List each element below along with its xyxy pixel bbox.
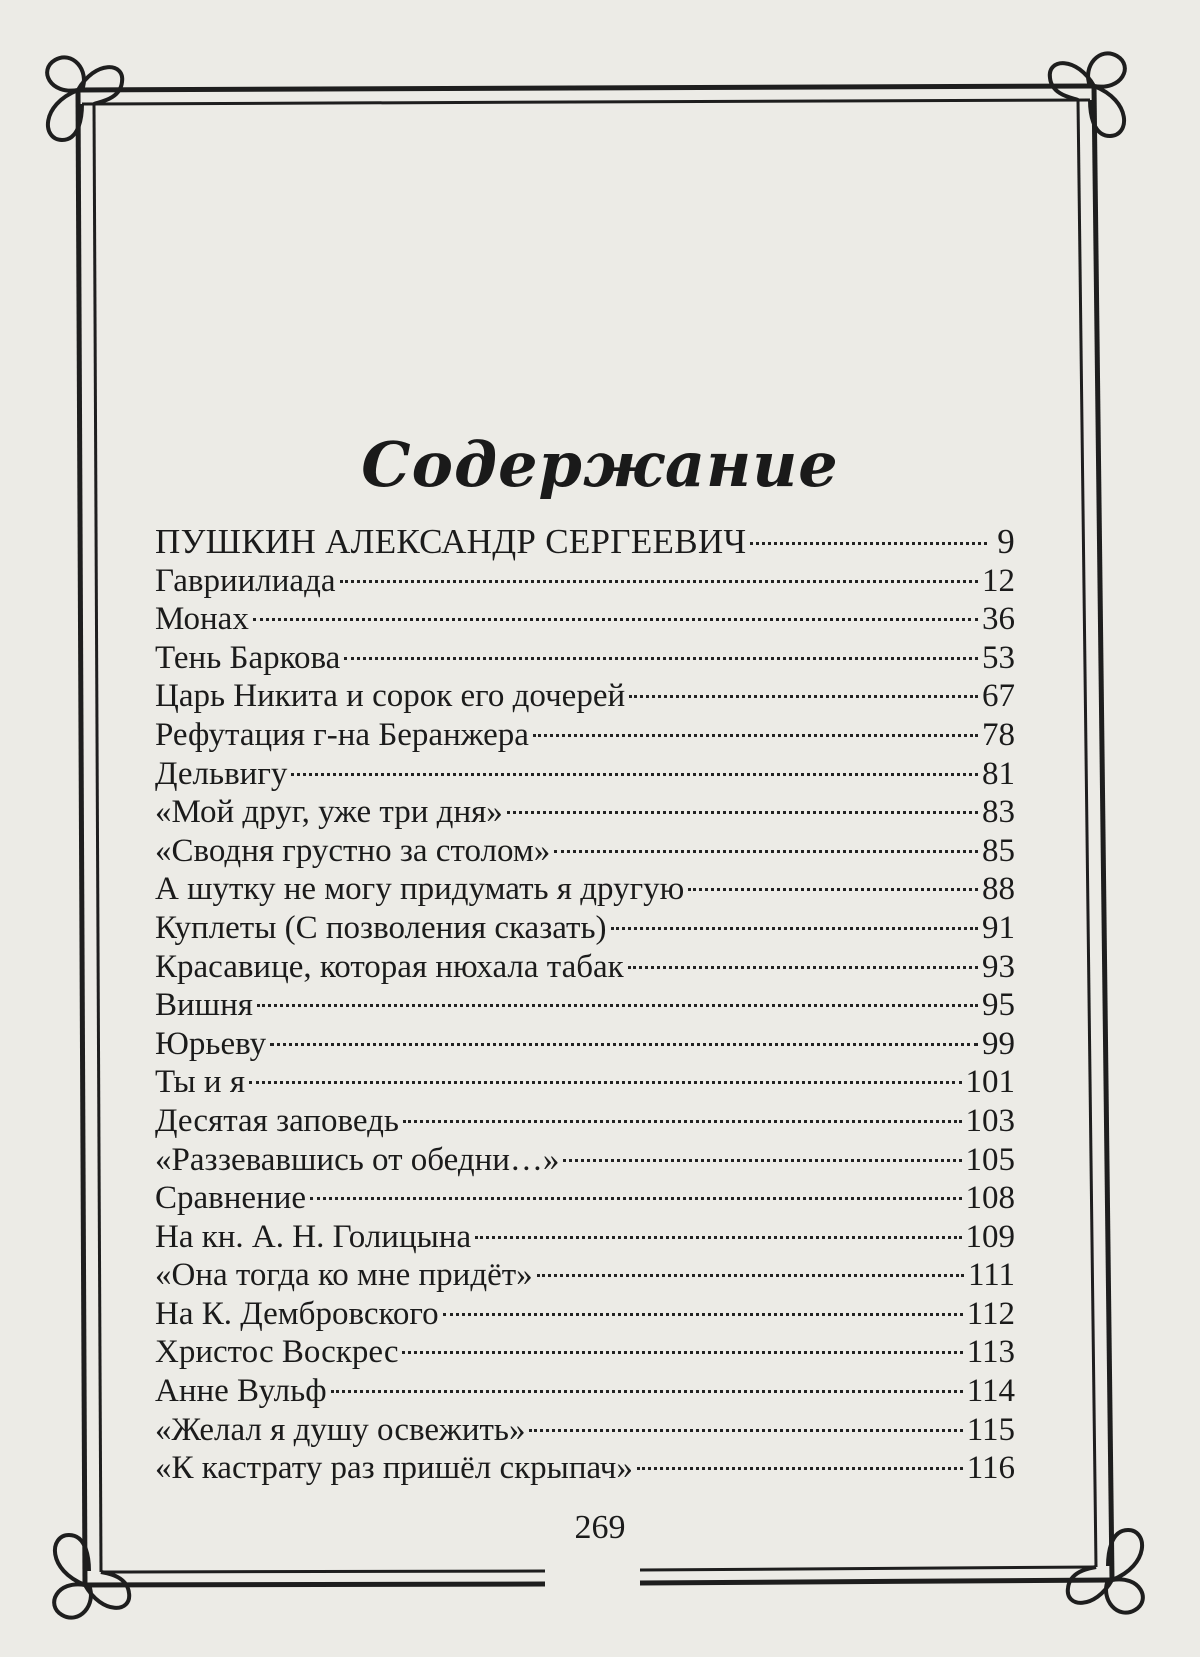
toc-entry-page: 93: [982, 948, 1015, 985]
toc-entry[interactable]: [155, 1218, 1015, 1257]
table-of-contents: [155, 523, 1015, 1488]
page-number: 269: [574, 1509, 626, 1546]
toc-entry-title: Десятая заповедь: [155, 1102, 399, 1139]
toc-entry[interactable]: [155, 1372, 1015, 1411]
toc-entry-title: Рефутация г-на Беранжера: [155, 716, 529, 753]
toc-entry[interactable]: [155, 600, 1015, 639]
dot-leader: [529, 1429, 962, 1432]
toc-entry-page: 113: [966, 1334, 1015, 1371]
page-title: Содержание: [361, 428, 839, 501]
toc-entry[interactable]: [155, 909, 1015, 948]
toc-entry-page: 116: [966, 1450, 1015, 1487]
toc-entry[interactable]: [155, 832, 1015, 871]
toc-entry-page: 88: [982, 871, 1015, 908]
dot-leader: [611, 927, 979, 930]
toc-entry-title: Тень Баркова: [155, 639, 341, 676]
toc-entry-title: Монах: [155, 601, 249, 638]
toc-entry-page: 85: [982, 832, 1015, 869]
toc-entry[interactable]: [155, 1411, 1015, 1450]
dot-leader: [554, 850, 978, 853]
toc-entry[interactable]: [155, 1141, 1015, 1180]
dot-leader: [310, 1197, 961, 1200]
toc-entry-page: 112: [966, 1295, 1015, 1332]
toc-entry[interactable]: [155, 716, 1015, 755]
toc-entry[interactable]: [155, 677, 1015, 716]
toc-entry[interactable]: [155, 948, 1015, 987]
dot-leader: [403, 1120, 962, 1123]
toc-entry-title: «К кастрату раз пришёл скрыпач»: [155, 1450, 633, 1487]
toc-entry-title: Вишня: [155, 987, 253, 1024]
toc-entry[interactable]: [155, 1256, 1015, 1295]
toc-entry-title: Ты и я: [155, 1064, 246, 1101]
toc-entry-page: 36: [982, 601, 1015, 638]
dot-leader: [257, 1004, 978, 1007]
toc-entry-page: 109: [965, 1218, 1015, 1255]
toc-entry-title: «Она тогда ко мне придёт»: [155, 1257, 533, 1294]
toc-entry[interactable]: [155, 755, 1015, 794]
toc-entry-page: 105: [965, 1141, 1015, 1178]
toc-entry-title: Сравнение: [155, 1180, 307, 1217]
toc-entry[interactable]: [155, 986, 1015, 1025]
toc-entry[interactable]: [155, 793, 1015, 832]
dot-leader: [537, 1274, 964, 1277]
dot-leader: [253, 618, 978, 621]
toc-entry-title: ПУШКИН АЛЕКСАНДР СЕРГЕЕВИЧ: [155, 522, 747, 561]
toc-entry-page: 91: [982, 909, 1015, 946]
toc-author-entry[interactable]: [155, 523, 1015, 562]
toc-entry-page: 101: [965, 1064, 1015, 1101]
toc-entry-page: 67: [982, 678, 1015, 715]
toc-entry-page: 103: [965, 1102, 1015, 1139]
toc-entry-title: Юрьеву: [155, 1025, 267, 1062]
toc-entry-title: Куплеты (С позволения сказать): [155, 909, 607, 946]
dot-leader: [331, 1390, 963, 1393]
toc-entry-title: Гавриилиада: [155, 562, 336, 599]
dot-leader: [688, 888, 978, 891]
dot-leader: [628, 966, 978, 969]
toc-entry-page: 95: [982, 987, 1015, 1024]
dot-leader: [629, 695, 978, 698]
toc-entry-page: 78: [982, 716, 1015, 753]
dot-leader: [340, 580, 978, 583]
toc-entry-page: 115: [966, 1411, 1015, 1448]
toc-entry[interactable]: [155, 870, 1015, 909]
toc-entry-title: Красавице, которая нюхала табак: [155, 948, 624, 985]
dot-leader: [249, 1081, 961, 1084]
toc-entry-title: На К. Дембровского: [155, 1295, 439, 1332]
dot-leader: [443, 1313, 963, 1316]
toc-entry-page: 81: [982, 755, 1015, 792]
toc-entry-title: Дельвигу: [155, 755, 288, 792]
toc-entry-page: 99: [982, 1025, 1015, 1062]
toc-entry-page: 111: [967, 1257, 1015, 1294]
toc-entry-page: 83: [982, 794, 1015, 831]
dot-leader: [402, 1351, 962, 1354]
toc-entry-page: 108: [965, 1180, 1015, 1217]
toc-entry-title: Анне Вульф: [155, 1373, 327, 1410]
dot-leader: [475, 1236, 961, 1239]
toc-entry[interactable]: [155, 1333, 1015, 1372]
toc-entry[interactable]: [155, 1295, 1015, 1334]
toc-entry[interactable]: [155, 1025, 1015, 1064]
toc-entry-title: «Раззевавшись от обедни…»: [155, 1141, 560, 1178]
dot-leader: [637, 1467, 963, 1470]
toc-entry[interactable]: [155, 1102, 1015, 1141]
dot-leader: [563, 1159, 961, 1162]
toc-entry[interactable]: [155, 1449, 1015, 1488]
dot-leader: [507, 811, 978, 814]
toc-entry-page: 114: [966, 1373, 1015, 1410]
toc-entry[interactable]: [155, 562, 1015, 601]
dot-leader: [291, 773, 978, 776]
toc-entry-title: «Желал я душу освежить»: [155, 1411, 526, 1448]
toc-entry-title: «Мой друг, уже три дня»: [155, 794, 503, 831]
toc-entry[interactable]: [155, 1179, 1015, 1218]
toc-entry-title: На кн. А. Н. Голицына: [155, 1218, 472, 1255]
toc-entry[interactable]: [155, 1063, 1015, 1102]
toc-entry-title: Христос Воскрес: [155, 1334, 399, 1371]
dot-leader: [270, 1043, 978, 1046]
toc-entry-page: 9: [997, 522, 1015, 561]
dot-leader: [750, 542, 987, 545]
dot-leader: [533, 734, 978, 737]
toc-entry-title: «Сводня грустно за столом»: [155, 832, 551, 869]
dot-leader: [344, 657, 978, 660]
toc-entry-page: 12: [982, 562, 1015, 599]
toc-entry-title: А шутку не могу придумать я другую: [155, 871, 685, 908]
toc-entry[interactable]: [155, 639, 1015, 678]
toc-entry-page: 53: [982, 639, 1015, 676]
toc-entry-title: Царь Никита и сорок его дочерей: [155, 678, 626, 715]
